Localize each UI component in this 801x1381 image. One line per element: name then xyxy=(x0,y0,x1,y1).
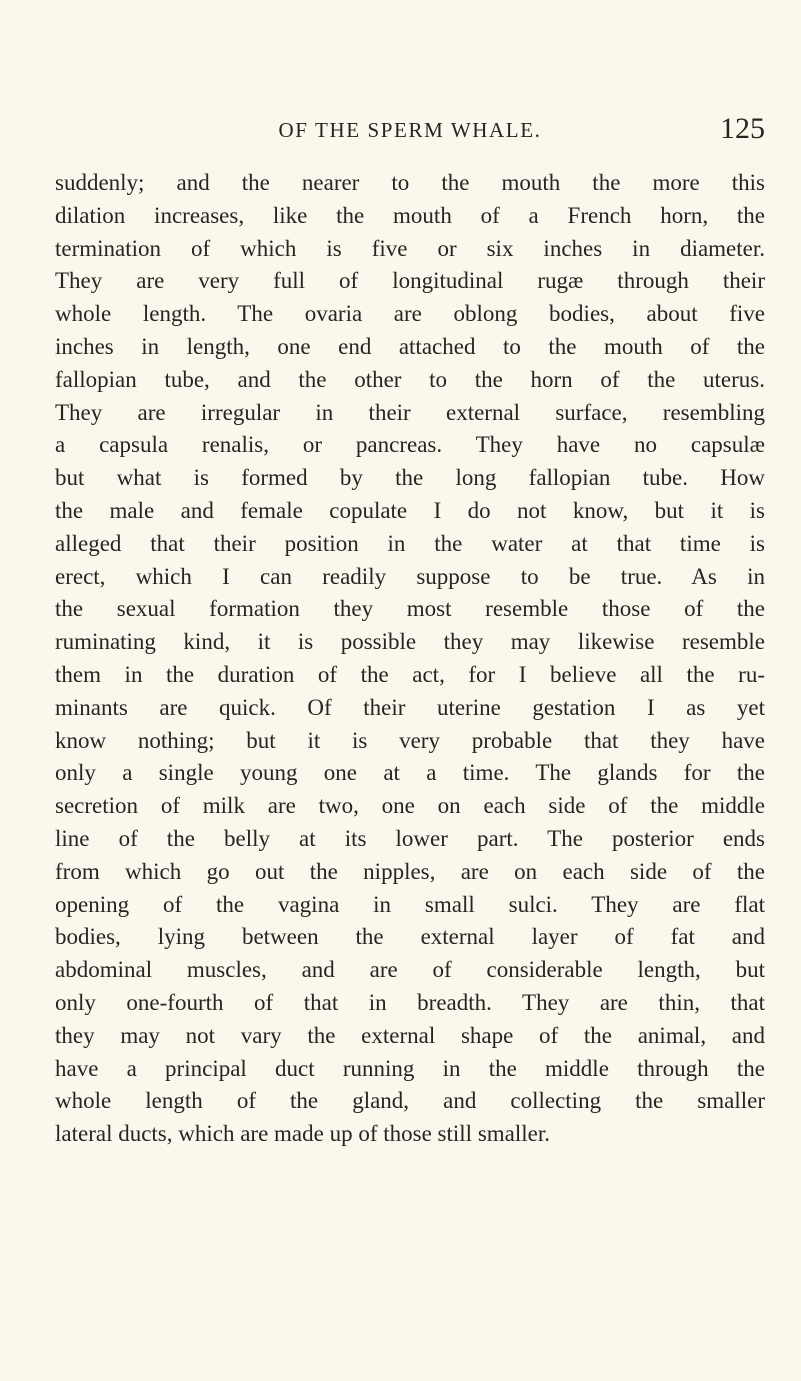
text-line: lateral ducts, which are made up of those still smaller. xyxy=(55,1121,550,1147)
text-line: fallopian tube, and the other to the horn of the uterus. xyxy=(55,366,765,392)
page-header xyxy=(55,112,765,148)
text-line: opening of the vagina in small sulci. They are flat xyxy=(55,891,765,917)
text-line: suddenly; and the nearer to the mouth the more this xyxy=(55,170,765,195)
body-text xyxy=(55,167,765,1151)
text-line: dilation increases, like the mouth of a French horn, the xyxy=(55,202,765,228)
text-line: them in the duration of the act, for I believe all the ru- xyxy=(55,661,765,687)
text-line: have a principal duct running in the middle through the xyxy=(55,1055,765,1081)
text-line: the sexual formation they most resemble those of the xyxy=(55,596,765,622)
text-line: minants are quick. Of their uterine gestation I as yet xyxy=(55,694,765,720)
text-line: ruminating kind, it is possible they may likewise resemble xyxy=(55,629,765,655)
text-line: whole length of the gland, and collecting the smaller xyxy=(55,1088,765,1114)
text-line: know nothing; but it is very probable that they have xyxy=(55,727,765,753)
text-line: whole length. The ovaria are oblong bodies, about five xyxy=(55,301,765,327)
page-number: 125 xyxy=(720,112,765,145)
text-line: They are irregular in their external surface, resembling xyxy=(55,399,765,425)
text-line: line of the belly at its lower part. The posterior ends xyxy=(55,825,765,851)
text-line: They are very full of longitudinal rugæ through their xyxy=(55,268,765,294)
text-line: bodies, lying between the external layer of fat and xyxy=(55,924,765,950)
text-line: inches in length, one end attached to the mouth of the xyxy=(55,333,765,359)
text-line: termination of which is five or six inches in diameter. xyxy=(55,235,765,261)
text-line: only a single young one at a time. The glands for the xyxy=(55,760,765,786)
text-line: the male and female copulate I do not know, but it is xyxy=(55,497,765,523)
text-line: a capsula renalis, or pancreas. They have no capsulæ xyxy=(55,432,765,458)
text-line: erect, which I can readily suppose to be true. As in xyxy=(55,563,765,589)
text-line: abdominal muscles, and are of considerable length, but xyxy=(55,957,765,983)
text-line: secretion of milk are two, one on each side of the middle xyxy=(55,793,765,819)
running-head: OF THE SPERM WHALE. xyxy=(278,118,542,142)
text-line: from which go out the nipples, are on each side of the xyxy=(55,858,765,884)
text-line: they may not vary the external shape of the animal, and xyxy=(55,1022,765,1048)
text-line: but what is formed by the long fallopian tube. How xyxy=(55,465,765,491)
text-line: only one-fourth of that in breadth. They are thin, that xyxy=(55,989,765,1015)
text-line: alleged that their position in the water at that time is xyxy=(55,530,765,556)
